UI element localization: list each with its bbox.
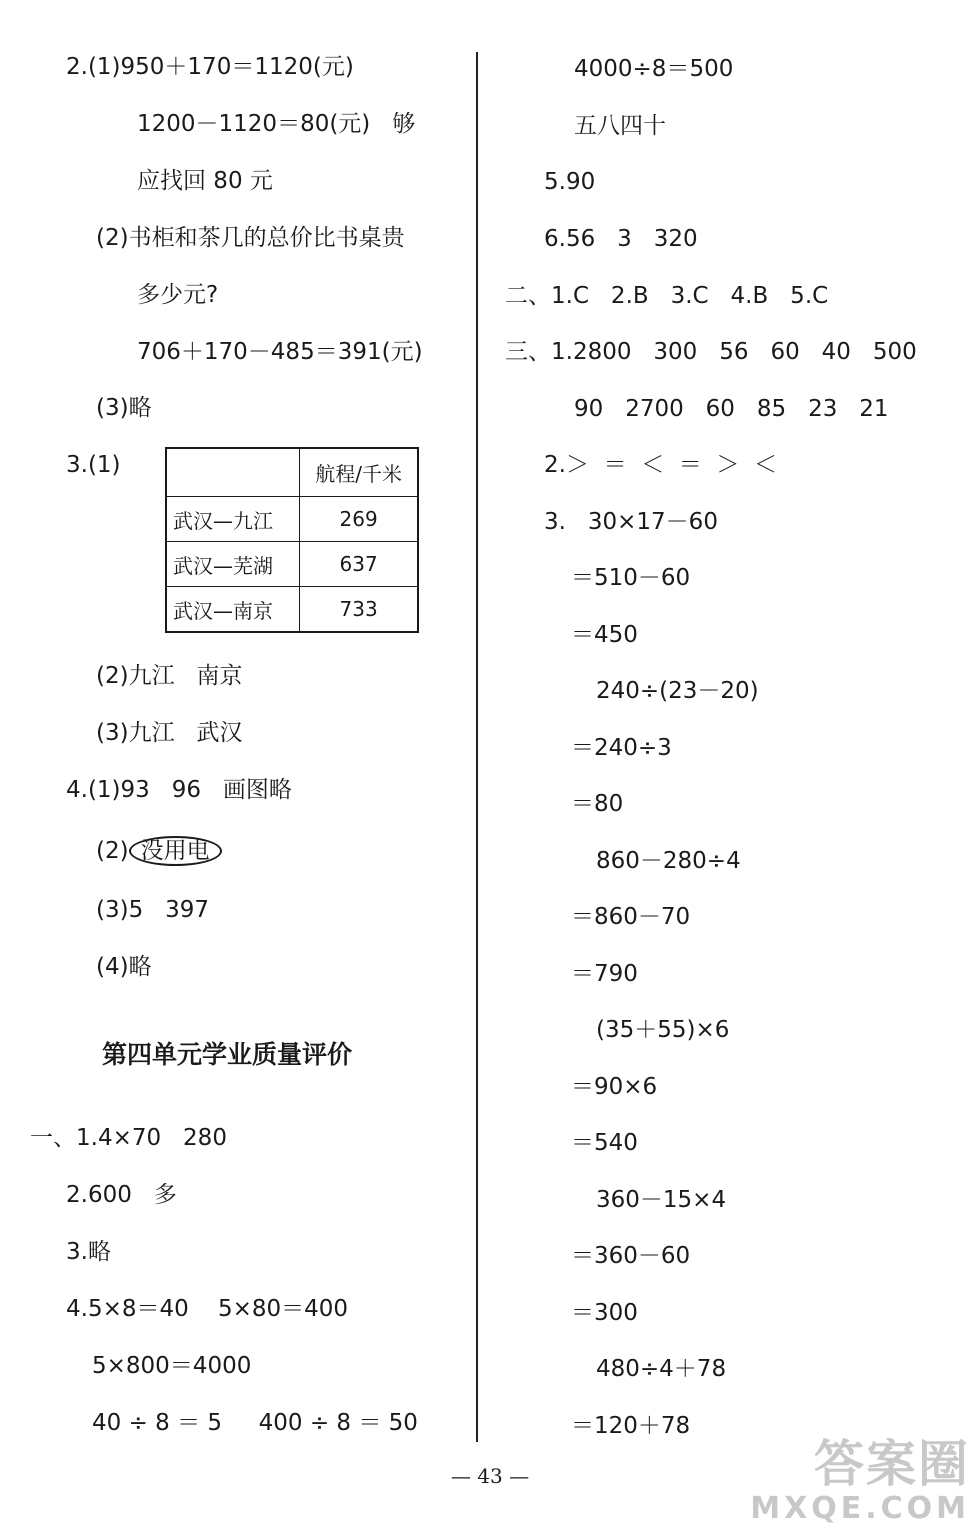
right-line-23: ＝300 (571, 1300, 638, 1326)
right-line-18: (35＋55)×6 (596, 1017, 730, 1043)
table-value-cell: 637 (300, 542, 418, 587)
watermark-logo (750, 1436, 970, 1526)
answer-2-1-line2: 1200－1120＝80(元) 够 (137, 111, 416, 137)
answer-4-4: (4)略 (96, 954, 152, 980)
right-line-21: 360－15×4 (596, 1187, 727, 1213)
section1-answer-4-line3: 40 ÷ 8 ＝ 5 400 ÷ 8 ＝ 50 (92, 1410, 418, 1436)
right-line-12: 240÷(23－20) (596, 678, 759, 704)
section1-answer-4-line1: 4.5×8＝40 5×80＝400 (66, 1296, 349, 1322)
right-line-15: 860－280÷4 (596, 848, 741, 874)
table-value-cell: 733 (300, 587, 418, 633)
right-line-14: ＝80 (571, 791, 624, 817)
circled-answer: 没用电 (129, 836, 222, 866)
right-line-20: ＝540 (571, 1130, 638, 1156)
answer-2-3: (3)略 (96, 395, 152, 421)
right-line-25: ＝120＋78 (571, 1413, 691, 1439)
answer-2-2-line3: 706＋170－485＝391(元) (137, 339, 423, 365)
table-row (166, 542, 418, 587)
right-line-10: ＝510－60 (571, 565, 691, 591)
answer-3-3: (3)九江 武汉 (96, 720, 243, 746)
right-line-8: 2.＞ ＝ ＜ ＝ ＞ ＜ (544, 452, 778, 478)
right-line-22: ＝360－60 (571, 1243, 691, 1269)
answer-2-2-line1: (2)书柜和茶几的总价比书桌贵 (96, 225, 405, 251)
right-line-5: 二、1.C 2.B 3.C 4.B 5.C (505, 283, 829, 309)
right-line-3: 5.90 (544, 169, 596, 195)
table-corner-cell (166, 448, 300, 497)
answer-2-1-line1: 2.(1)950＋170＝1120(元) (66, 54, 354, 80)
table-header-distance: 航程/千米 (300, 448, 418, 497)
right-line-1: 4000÷8＝500 (574, 56, 734, 82)
table-route-cell: 武汉—芜湖 (166, 542, 300, 587)
section1-answer-2: 2.600 多 (66, 1182, 177, 1208)
right-line-11: ＝450 (571, 622, 638, 648)
right-line-7: 90 2700 60 85 23 21 (574, 396, 889, 422)
route-distance-table (165, 447, 419, 633)
section1-answer-4-line2: 5×800＝4000 (92, 1353, 252, 1379)
right-line-2: 五八四十 (574, 113, 666, 139)
column-divider (476, 52, 478, 1442)
section-title: 第四单元学业质量评价 (102, 1040, 353, 1069)
answer-4-1: 4.(1)93 96 画图略 (66, 777, 292, 803)
right-line-6: 三、1.2800 300 56 60 40 500 (505, 339, 917, 365)
table-route-cell: 武汉—南京 (166, 587, 300, 633)
page-number: — 43 — (450, 1464, 530, 1488)
answer-2-1-line3: 应找回 80 元 (137, 168, 273, 194)
watermark-url: MXQE.COM (750, 1491, 970, 1526)
watermark-text: 答案圈 (814, 1435, 970, 1493)
right-line-9: 3. 30×17－60 (544, 509, 718, 535)
table-route-cell: 武汉—九江 (166, 497, 300, 542)
answer-4-3: (3)5 397 (96, 897, 210, 923)
answer-3-2: (2)九江 南京 (96, 663, 243, 689)
answer-3-1-label: 3.(1) (66, 452, 121, 478)
right-line-4: 6.56 3 320 (544, 226, 698, 252)
right-line-16: ＝860－70 (571, 904, 691, 930)
section1-answer-3: 3.略 (66, 1239, 111, 1265)
right-line-19: ＝90×6 (571, 1074, 658, 1100)
answer-4-2-prefix: (2) (96, 838, 129, 864)
table-value-cell: 269 (300, 497, 418, 542)
right-line-13: ＝240÷3 (571, 735, 672, 761)
right-line-17: ＝790 (571, 961, 638, 987)
answer-2-2-line2: 多少元? (137, 282, 219, 308)
table-row (166, 497, 418, 542)
right-line-24: 480÷4＋78 (596, 1356, 727, 1382)
section1-answer-1: 一、1.4×70 280 (30, 1125, 227, 1151)
answer-4-2 (96, 836, 222, 866)
table-row (166, 587, 418, 633)
